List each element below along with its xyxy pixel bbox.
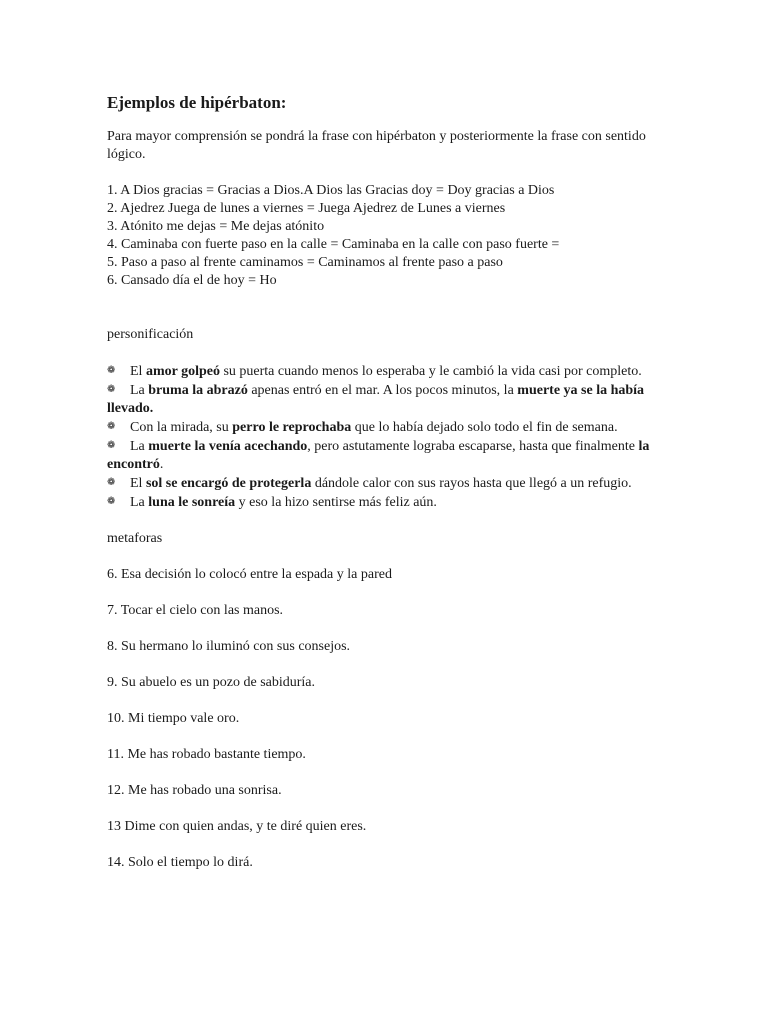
metafora-item: 13 Dime con quien andas, y te diré quien eres. xyxy=(107,819,367,834)
flower-bullet-icon: ❁ xyxy=(107,496,116,507)
metafora-item: 12. Me has robado una sonrisa. xyxy=(107,783,282,798)
metafora-item: 10. Mi tiempo vale oro. xyxy=(107,711,240,726)
hiperbaton-item: 6. Cansado día el de hoy = Ho xyxy=(107,273,277,288)
hiperbaton-item: 1. A Dios gracias = Gracias a Dios.A Dios las Gracias doy = Doy gracias a Dios xyxy=(107,183,555,198)
bold-phrase: sol se encargó de protegerla xyxy=(145,476,312,491)
hiperbaton-item: 2. Ajedrez Juega de lunes a viernes = Juega Ajedrez de Lunes a viernes xyxy=(107,201,506,216)
bold-phrase: amor golpeó xyxy=(145,364,220,379)
metaforas-list xyxy=(107,566,667,872)
metafora-item: 7. Tocar el cielo con las manos. xyxy=(107,603,284,618)
flower-bullet-icon: ❁ xyxy=(107,440,116,451)
bold-phrase: perro le reprochaba xyxy=(232,420,352,435)
text-run: . xyxy=(159,457,164,472)
text-run: La xyxy=(130,383,149,398)
flower-bullet-icon: ❁ xyxy=(107,365,116,376)
text-run: apenas entró en el mar. A los pocos minutos, la xyxy=(247,383,518,398)
text-run: La xyxy=(130,495,149,510)
metaforas-heading: metaforas xyxy=(107,531,163,546)
personificacion-item xyxy=(107,493,667,512)
flower-bullet-icon: ❁ xyxy=(107,421,116,432)
metafora-item: 8. Su hermano lo iluminó con sus consejos. xyxy=(107,639,351,654)
hiperbaton-list xyxy=(107,182,667,290)
text-run: Con la mirada, su xyxy=(130,420,233,435)
metafora-item: 14. Solo el tiempo lo dirá. xyxy=(107,855,253,870)
hiperbaton-item: 3. Atónito me dejas = Me dejas atónito xyxy=(107,219,325,234)
metafora-item: 11. Me has robado bastante tiempo. xyxy=(107,747,306,762)
flower-bullet-icon: ❁ xyxy=(107,477,116,488)
personificacion-item xyxy=(107,474,667,493)
text-run: El xyxy=(130,364,146,379)
metafora-item: 6. Esa decisión lo colocó entre la espada y la pared xyxy=(107,567,392,582)
text-run: dándole calor con sus rayos hasta que llegó a un refugio. xyxy=(311,476,632,491)
flower-bullet-icon: ❁ xyxy=(107,384,116,395)
bold-phrase: muerte la venía acechando xyxy=(148,439,308,454)
text-run: que lo había dejado solo todo el fin de semana. xyxy=(351,420,618,435)
text-run: La xyxy=(130,439,149,454)
metafora-item: 9. Su abuelo es un pozo de sabiduría. xyxy=(107,675,316,690)
text-run: y eso la hizo sentirse más feliz aún. xyxy=(235,495,437,510)
text-run: El xyxy=(130,476,146,491)
personificacion-item xyxy=(107,362,667,381)
page-title: Ejemplos de hipérbaton: xyxy=(107,93,287,112)
intro-paragraph: Para mayor comprensión se pondrá la frase con hipérbaton y posteriormente la frase con sentido lógico. xyxy=(107,129,646,162)
document-page xyxy=(107,92,667,890)
personificacion-heading: personificación xyxy=(107,327,194,342)
hiperbaton-item: 5. Paso a paso al frente caminamos = Caminamos al frente paso a paso xyxy=(107,255,503,270)
personificacion-item xyxy=(107,418,667,437)
bold-phrase: la encontró xyxy=(107,439,650,472)
personificacion-item xyxy=(107,381,667,418)
text-run: , pero astutamente lograba escaparse, hasta que finalmente xyxy=(307,439,639,454)
text-run: su puerta cuando menos lo esperaba y le cambió la vida casi por completo. xyxy=(219,364,642,379)
bold-phrase: muerte ya se la había llevado. xyxy=(107,383,645,416)
bold-phrase: luna le sonreía xyxy=(148,495,236,510)
personificacion-list xyxy=(107,362,667,512)
bold-phrase: bruma la abrazó xyxy=(148,383,248,398)
personificacion-item xyxy=(107,437,667,474)
hiperbaton-item: 4. Caminaba con fuerte paso en la calle = Caminaba en la calle con paso fuerte = xyxy=(107,237,560,252)
